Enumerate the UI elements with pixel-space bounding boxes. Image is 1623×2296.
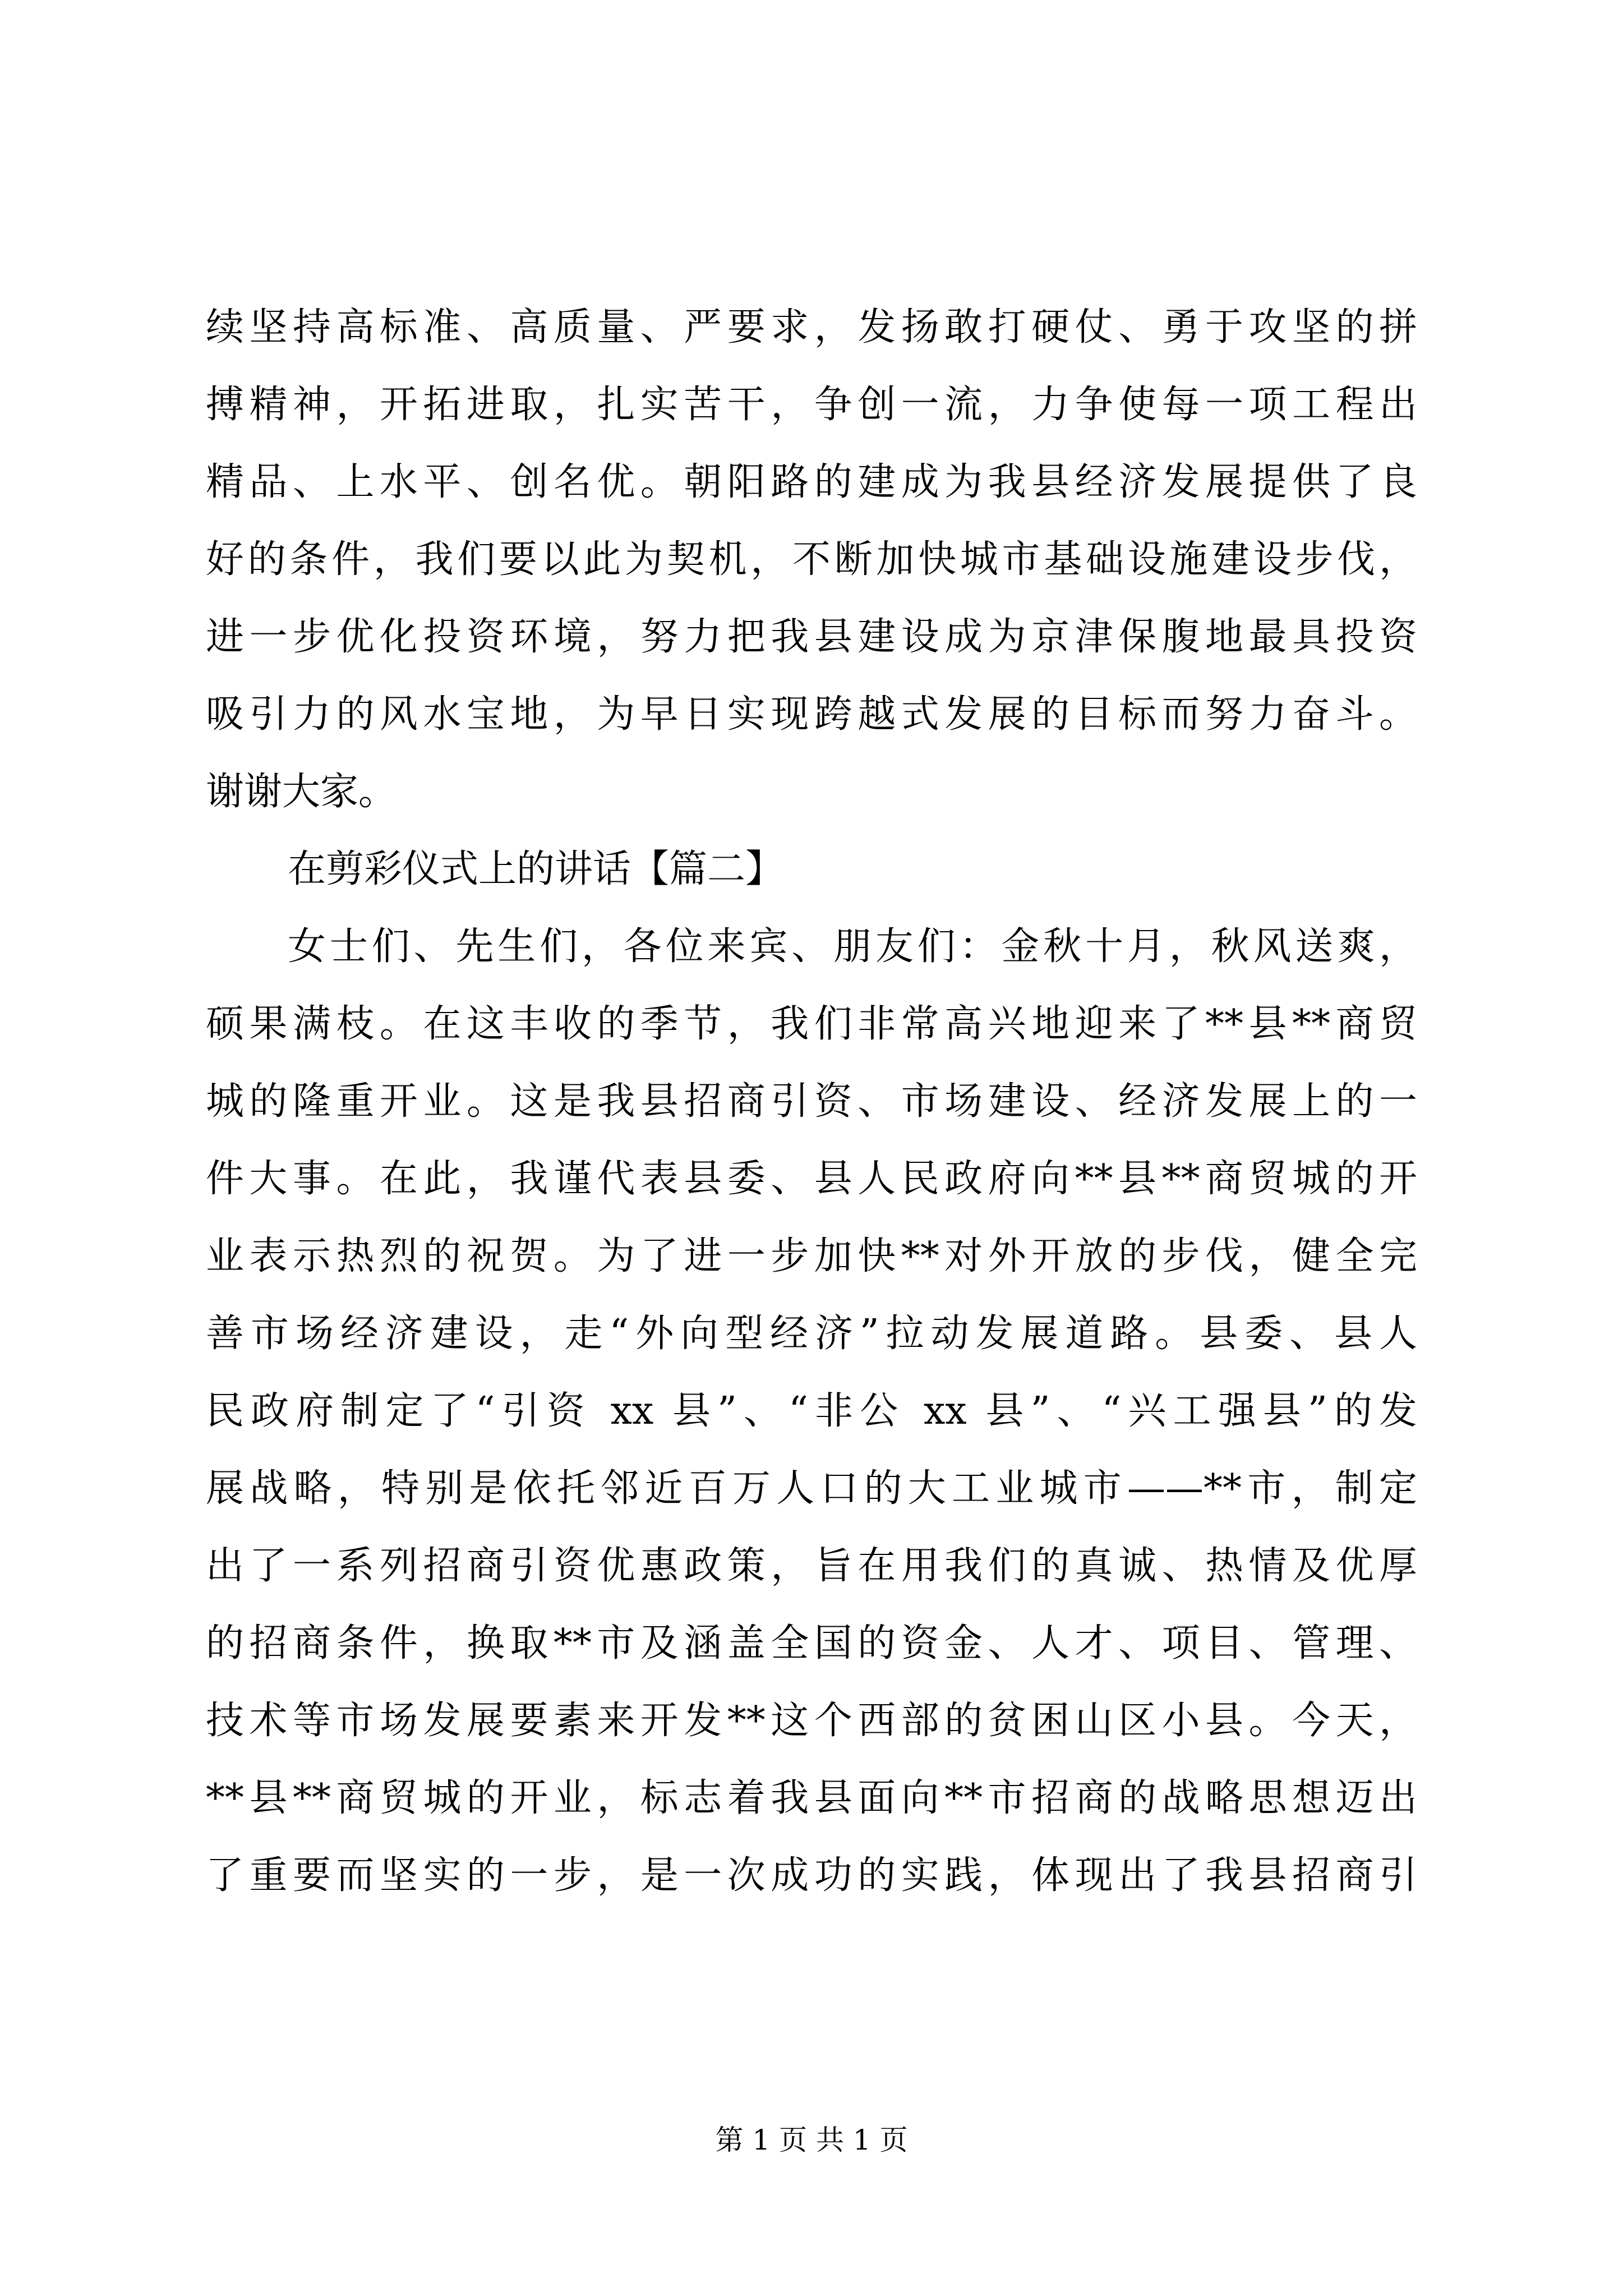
text-line: 善市场经济建设，走“外向型经济”拉动发展道路。县委、县人	[206, 1312, 1417, 1356]
text-line: 续坚持高标准、高质量、严要求，发扬敢打硬仗、勇于攻坚的拼	[206, 305, 1417, 349]
text-line: 吸引力的风水宝地，为早日实现跨越式发展的目标而努力奋斗。	[206, 692, 1417, 737]
page-footer	[0, 2120, 1623, 2160]
text-line: 谢谢大家。	[206, 770, 397, 814]
text-line: 业表示热烈的祝贺。为了进一步加快**对外开放的步伐，健全完	[206, 1234, 1417, 1278]
text-line: 技术等市场发展要素来开发**这个西部的贫困山区小县。今天，	[206, 1699, 1417, 1743]
text-line: 女士们、先生们，各位来宾、朋友们：金秋十月，秋风送爽，	[288, 924, 1417, 969]
text-line: 硕果满枝。在这丰收的季节，我们非常高兴地迎来了**县**商贸	[206, 1002, 1417, 1046]
text-line: 好的条件，我们要以此为契机，不断加快城市基础设施建设步伐，	[206, 537, 1417, 582]
text-line: 城的隆重开业。这是我县招商引资、市场建设、经济发展上的一	[206, 1079, 1417, 1124]
text-line: **县**商贸城的开业，标志着我县面向**市招商的战略思想迈出	[206, 1776, 1417, 1820]
text-line: 的招商条件，换取**市及涵盖全国的资金、人才、项目、管理、	[206, 1621, 1417, 1665]
section-heading: 在剪彩仪式上的讲话【篇二】	[288, 847, 784, 891]
body-text	[206, 289, 1417, 1915]
text-line: 出了一系列招商引资优惠政策，旨在用我们的真诚、热情及优厚	[206, 1544, 1417, 1588]
text-line: 进一步优化投资环境，努力把我县建设成为京津保腹地最具投资	[206, 615, 1417, 659]
text-line: 搏精神，开拓进取，扎实苦干，争创一流，力争使每一项工程出	[206, 383, 1417, 427]
text-line: 精品、上水平、创名优。朝阳路的建成为我县经济发展提供了良	[206, 460, 1417, 504]
text-line: 了重要而坚实的一步，是一次成功的实践，体现出了我县招商引	[206, 1853, 1417, 1898]
page-number-label: 第 1 页 共 1 页	[715, 2124, 908, 2156]
text-line: 展战略，特别是依托邻近百万人口的大工业城市——**市，制定	[206, 1466, 1417, 1511]
text-line: 民政府制定了“引资 xx 县”、“非公 xx 县”、“兴工强县”的发	[206, 1389, 1417, 1433]
text-line: 件大事。在此，我谨代表县委、县人民政府向**县**商贸城的开	[206, 1157, 1417, 1201]
